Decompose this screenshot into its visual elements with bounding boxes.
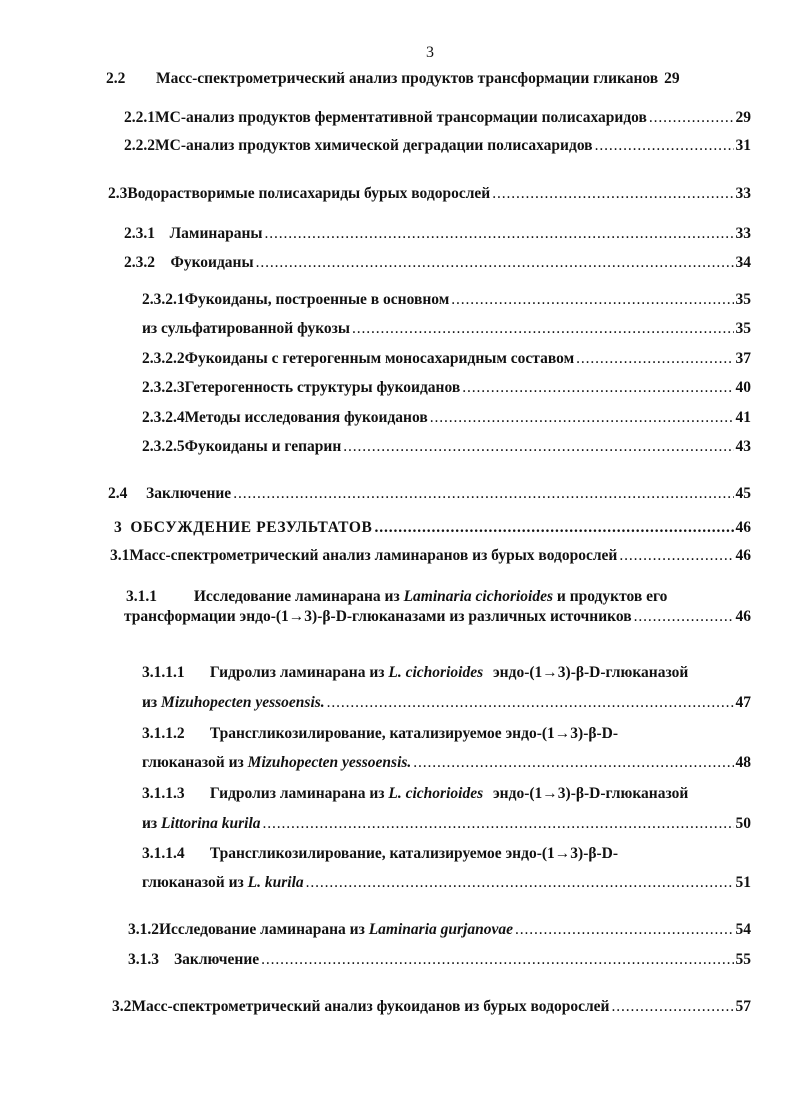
entry-page: 46 [735,519,751,536]
entry-number: 2.2.2 [124,137,155,154]
toc-entry-line1[interactable] [126,588,667,606]
entry-number: 2.3.1 [124,225,155,242]
entry-title-species: L. kurila [247,874,304,891]
leader-dots [611,998,733,1016]
toc-entry[interactable] [142,379,751,397]
entry-title: Фукоиданы, построенные в основном [184,291,450,308]
entry-title: Гетерогенность структуры фукоиданов [184,379,461,396]
entry-title: Масс-спектрометрический анализ фукоиданов из бурых водорослей [131,998,610,1015]
leader-dots [430,409,734,427]
entry-title [142,694,325,712]
entry-title-species: Laminaria cichorioides [403,588,554,605]
entry-page: 47 [735,694,751,711]
entry-number: 2.3.2.1 [142,291,185,308]
entry-number: 2.3 [108,185,128,202]
entry-title-species: Mizuhopecten yessoensis. [247,754,412,771]
leader-dots [261,951,733,969]
entry-title [142,815,261,833]
toc-entry[interactable] [124,137,751,155]
entry-number: 2.4 [108,485,128,502]
entry-page: 37 [735,350,751,367]
leader-dots [265,225,734,243]
entry-number: 2.3.2.5 [142,438,185,455]
entry-page: 33 [735,185,751,202]
entry-page: 46 [735,547,751,564]
entry-page: 40 [735,379,751,396]
toc-entry[interactable] [124,254,751,272]
toc-entry[interactable] [142,694,751,712]
leader-dots [327,694,734,712]
entry-title-part: эндо-(1→3)-β-D-глюканазой [492,664,689,681]
entry-title [159,921,513,939]
entry-title: МС-анализ продуктов ферментативной трансормации полисахаридов [155,109,647,126]
leader-dots [374,519,733,537]
entry-title-part: из [142,694,158,711]
entry-page: 55 [735,951,751,968]
entry-title: Водорастворимые полисахариды бурых водорослей [127,185,491,202]
toc-entry[interactable] [110,547,751,565]
toc-entry[interactable] [108,485,751,503]
entry-number: 3.1.1.4 [142,845,185,862]
toc-entry-line1[interactable] [142,664,688,682]
leader-dots [413,754,733,772]
toc-entry[interactable] [112,998,751,1016]
entry-number: 3.1.1.1 [142,664,185,681]
entry-title: Заключение [173,951,260,968]
entry-page: 45 [735,485,751,502]
entry-number: 3 [114,519,122,536]
toc-entry[interactable] [142,350,751,368]
entry-title: Заключение [146,485,232,502]
entry-title-part: глюканазой из [142,874,244,891]
toc-entry[interactable] [106,70,751,88]
entry-page: 43 [735,438,751,455]
toc-entry[interactable] [124,109,751,127]
toc-entry[interactable] [142,874,751,892]
leader-dots [576,350,733,368]
entry-page: 57 [735,998,751,1015]
entry-number: 3.1.1.2 [142,725,185,742]
entry-page: 51 [735,874,751,891]
entry-page: 41 [735,409,751,426]
entry-title: Фукоиданы с гетерогенным моносахаридным составом [184,350,575,367]
entry-title: ОБСУЖДЕНИЕ РЕЗУЛЬТАТОВ [130,519,373,536]
entry-title-part: Трансгликозилирование, катализируемое эндо-(1→3)-β-D- [209,845,619,862]
entry-title-part: Исследование ламинарана из [159,921,365,938]
entry-title: Фукоиданы [170,254,254,271]
toc-entry[interactable] [142,438,751,456]
entry-title: Фукоиданы и гепарин [184,438,342,455]
toc-entry[interactable] [142,409,751,427]
entry-number: 3.1.1.3 [142,785,185,802]
entry-title-species: Mizuhopecten yessoensis. [161,694,325,711]
toc-entry[interactable] [142,754,751,772]
entry-title-part: Исследование ламинарана из [193,588,400,605]
entry-title-species: Laminaria gurjanovae [368,921,513,938]
entry-number: 3.2 [112,998,132,1015]
entry-number: 3.1.2 [128,921,159,938]
entry-page: 29 [664,70,680,87]
toc-entry[interactable] [108,185,751,203]
entry-title-part: Трансгликозилирование, катализируемое эндо-(1→3)-β-D- [209,725,619,742]
leader-dots [263,815,734,833]
leader-dots [343,438,733,456]
entry-page: 50 [735,815,751,832]
leader-dots [515,921,734,939]
entry-title-part: Гидролиз ламинарана из [209,785,385,802]
toc-entry[interactable] [142,320,751,338]
toc-entry[interactable] [128,951,751,969]
entry-title-part: Гидролиз ламинарана из [209,664,385,681]
entry-title-part: глюканазой из [142,754,244,771]
page-number: 3 [426,44,434,61]
toc-entry[interactable] [142,815,751,833]
entry-page: 48 [735,754,751,771]
entry-number: 2.2.1 [124,109,155,126]
entry-number: 2.3.2.2 [142,350,185,367]
entry-title: Масс-спектрометрический анализ продуктов трансформации гликанов [156,70,659,87]
entry-number: 3.1.3 [128,951,159,968]
leader-dots [256,254,734,272]
entry-page: 35 [735,320,751,337]
entry-title-species: L. cichorioides [388,664,484,681]
entry-page: 29 [735,109,751,126]
toc-entry-line1[interactable] [142,785,688,803]
leader-dots [619,547,733,565]
entry-title-part: из [142,815,158,832]
entry-page: 54 [735,921,751,938]
leader-dots [649,109,734,127]
entry-number: 3.1.1 [126,588,157,605]
toc-entry[interactable] [124,225,751,243]
entry-number: 2.2 [106,70,126,87]
entry-title: Масс-спектрометрический анализ ламинаранов из бурых водорослей [129,547,618,564]
leader-dots [306,874,734,892]
entry-title-species: L. cichorioides [388,785,484,802]
entry-title-part: эндо-(1→3)-β-D-глюканазой [492,785,689,802]
leader-dots [462,379,733,397]
entry-title [142,754,411,772]
leader-dots [492,185,733,203]
toc-entry[interactable] [114,519,751,537]
leader-dots [233,485,733,503]
entry-title: трансформации эндо-(1→3)-β-D-глюканазами из различных источников [124,608,632,625]
entry-page: 33 [735,225,751,242]
entry-title [142,874,304,892]
leader-dots [595,137,734,155]
entry-page: 34 [735,254,751,271]
entry-title: Ламинараны [169,225,263,242]
entry-title-part: и продуктов его [556,588,668,605]
entry-title: из сульфатированной фукозы [142,320,351,337]
entry-number: 2.3.2.4 [142,409,185,426]
entry-number: 3.1 [110,547,130,564]
leader-dots [352,320,733,338]
toc-entry-line1[interactable] [142,725,618,743]
toc-entry[interactable] [128,921,751,939]
entry-number: 2.3.2.3 [142,379,185,396]
entry-title-species: Littorina kurila [161,815,261,832]
entry-page: 31 [735,137,751,154]
leader-dots [634,608,734,626]
toc-entry-line1[interactable] [142,845,618,863]
entry-title: МС-анализ продуктов химической деградации полисахаридов [155,137,593,154]
entry-page: 35 [735,291,751,308]
toc-entry[interactable] [142,291,751,309]
leader-dots [451,291,733,309]
entry-number: 2.3.2 [124,254,155,271]
toc-entry[interactable] [124,608,751,626]
entry-page: 46 [735,608,751,625]
entry-title: Методы исследования фукоиданов [184,409,428,426]
